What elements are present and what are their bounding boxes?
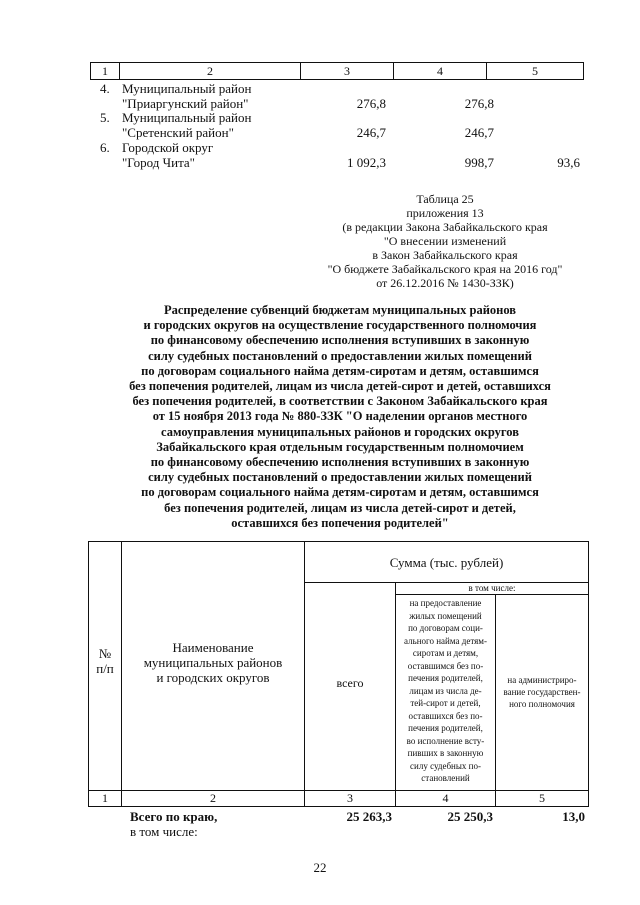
title-line: от 15 ноября 2013 года № 880-ЗЗК "О наделении органов местного <box>152 409 528 424</box>
title-line: по финансовому обеспечению исполнения вступивших в законную <box>150 455 530 470</box>
title-line: Распределение субвенций бюджетам муниципальных районов <box>163 303 517 317</box>
col-housing-line: пивших в законную <box>407 748 484 758</box>
col-admin-header <box>496 674 588 710</box>
title-line: силу судебных постановлений о предоставлении жилых помещений <box>148 348 532 363</box>
annex-note <box>300 192 590 290</box>
col-number-label: п/п <box>96 661 114 676</box>
total-sub-label: в том числе: <box>130 824 198 839</box>
col-housing-line: по договорам соци- <box>408 623 483 633</box>
col-housing-line: становлений <box>421 773 470 783</box>
title-line: без попечения родителей, лицам из числа детей-сирот и детей, <box>164 500 516 515</box>
top-col-5: 5 <box>487 63 584 80</box>
row-number: 4. <box>100 81 110 96</box>
main-col-3: 3 <box>347 791 353 805</box>
title-line: оставшихся без попечения родителей" <box>231 515 449 530</box>
col-number-label: № <box>98 646 112 661</box>
title-line: без попечения родителей, лицам из числа детей-сирот и детей, оставшихся <box>129 379 551 394</box>
row-name-line1: Муниципальный район <box>122 110 252 125</box>
col-admin-line: вание государствен- <box>503 687 581 697</box>
main-col-4: 4 <box>442 791 449 805</box>
top-col-1: 1 <box>91 63 120 80</box>
top-col-2: 2 <box>120 63 301 80</box>
col-housing-line: сиротам и детям, <box>412 648 479 658</box>
row-total: 246,7 <box>356 125 386 140</box>
title-line: по договорам социального найма детям-сиротам и детям, оставшимся <box>141 363 539 378</box>
top-col-3: 3 <box>301 63 394 80</box>
main-col-1: 1 <box>102 791 108 805</box>
col-housing-header <box>396 597 495 785</box>
row-name-line2: "Приаргунский район" <box>122 96 249 111</box>
in-which-header: в том числе: <box>468 583 516 593</box>
col-housing-line: печения родителей, <box>408 723 483 733</box>
main-col-2: 2 <box>210 791 216 805</box>
row-total: 276,8 <box>356 96 386 111</box>
title-line: по финансовому обеспечению исполнения вступивших в законную <box>150 333 530 348</box>
col-admin-line: на администриро- <box>507 675 577 685</box>
col-housing-line: ального найма детям- <box>404 635 487 646</box>
total-all-value: 25 263,3 <box>346 809 392 824</box>
title-line: Забайкальского края отдельным государственным полномочием <box>156 439 524 454</box>
document-title <box>70 303 610 531</box>
title-line: по договорам социального найма детям-сиротам и детям, оставшимся <box>141 485 539 500</box>
row-housing: 276,8 <box>464 96 494 111</box>
col-housing-line: оставшихся без по- <box>408 710 483 721</box>
col-name-label: и городских округов <box>156 670 270 685</box>
col-total-header: всего <box>336 676 364 690</box>
col-housing-line: силу судебных по- <box>410 760 481 771</box>
sum-header: Сумма (тыс. рублей) <box>389 555 504 570</box>
page-number: 22 <box>313 860 327 875</box>
col-name-header <box>122 640 304 685</box>
col-housing-line: лицам из числа де- <box>409 685 482 696</box>
row-number: 6. <box>100 140 110 155</box>
top-table-header <box>90 62 584 80</box>
row-name-line2: "Город Чита" <box>122 155 195 170</box>
annex-line: (в редакции Закона Забайкальского края <box>342 220 548 234</box>
row-admin: 93,6 <box>557 155 580 170</box>
row-housing: 246,7 <box>464 125 494 140</box>
annex-line: "О внесении изменений <box>383 234 507 248</box>
row-name-line1: Городской округ <box>122 140 214 155</box>
row-housing: 998,7 <box>464 155 494 170</box>
col-admin-line: ного полномочия <box>509 699 575 709</box>
row-name-line2: "Сретенский район" <box>122 125 234 140</box>
title-line: самоуправления муниципальных районов и городских округов <box>161 424 519 439</box>
annex-line: в Закон Забайкальского края <box>372 248 518 262</box>
title-line: силу судебных постановлений о предоставлении жилых помещений <box>148 470 532 485</box>
col-housing-line: тей-сирот и детей, <box>410 698 481 708</box>
col-housing-line: во исполнение всту- <box>406 735 485 746</box>
annex-line: "О бюджете Забайкальского края на 2016 год" <box>327 262 563 276</box>
col-name-label: Наименование <box>172 640 254 655</box>
title-line: без попечения родителей, в соответствии с Законом Забайкальского края <box>132 394 548 409</box>
annex-line: от 26.12.2016 № 1430-ЗЗК) <box>376 276 514 290</box>
col-housing-line: печения родителей, <box>408 673 483 683</box>
main-col-5: 5 <box>539 791 545 805</box>
annex-line: Таблица 25 <box>416 192 474 206</box>
row-total: 1 092,3 <box>347 155 386 170</box>
annex-line: приложения 13 <box>406 206 484 220</box>
total-housing-value: 25 250,3 <box>447 809 493 824</box>
col-number-header <box>89 646 121 676</box>
col-housing-line: оставшимся без по- <box>407 660 484 671</box>
row-name-line1: Муниципальный район <box>122 81 252 96</box>
col-housing-line: на предоставление <box>409 598 482 608</box>
col-name-label: муниципальных районов <box>143 655 283 670</box>
top-col-4: 4 <box>394 63 487 80</box>
title-line: и городских округов на осуществление государственного полномочия <box>143 318 537 333</box>
row-number: 5. <box>100 110 110 125</box>
total-admin-value: 13,0 <box>562 809 585 824</box>
col-housing-line: жилых помещений <box>409 610 482 621</box>
total-label: Всего по краю, <box>130 809 218 824</box>
